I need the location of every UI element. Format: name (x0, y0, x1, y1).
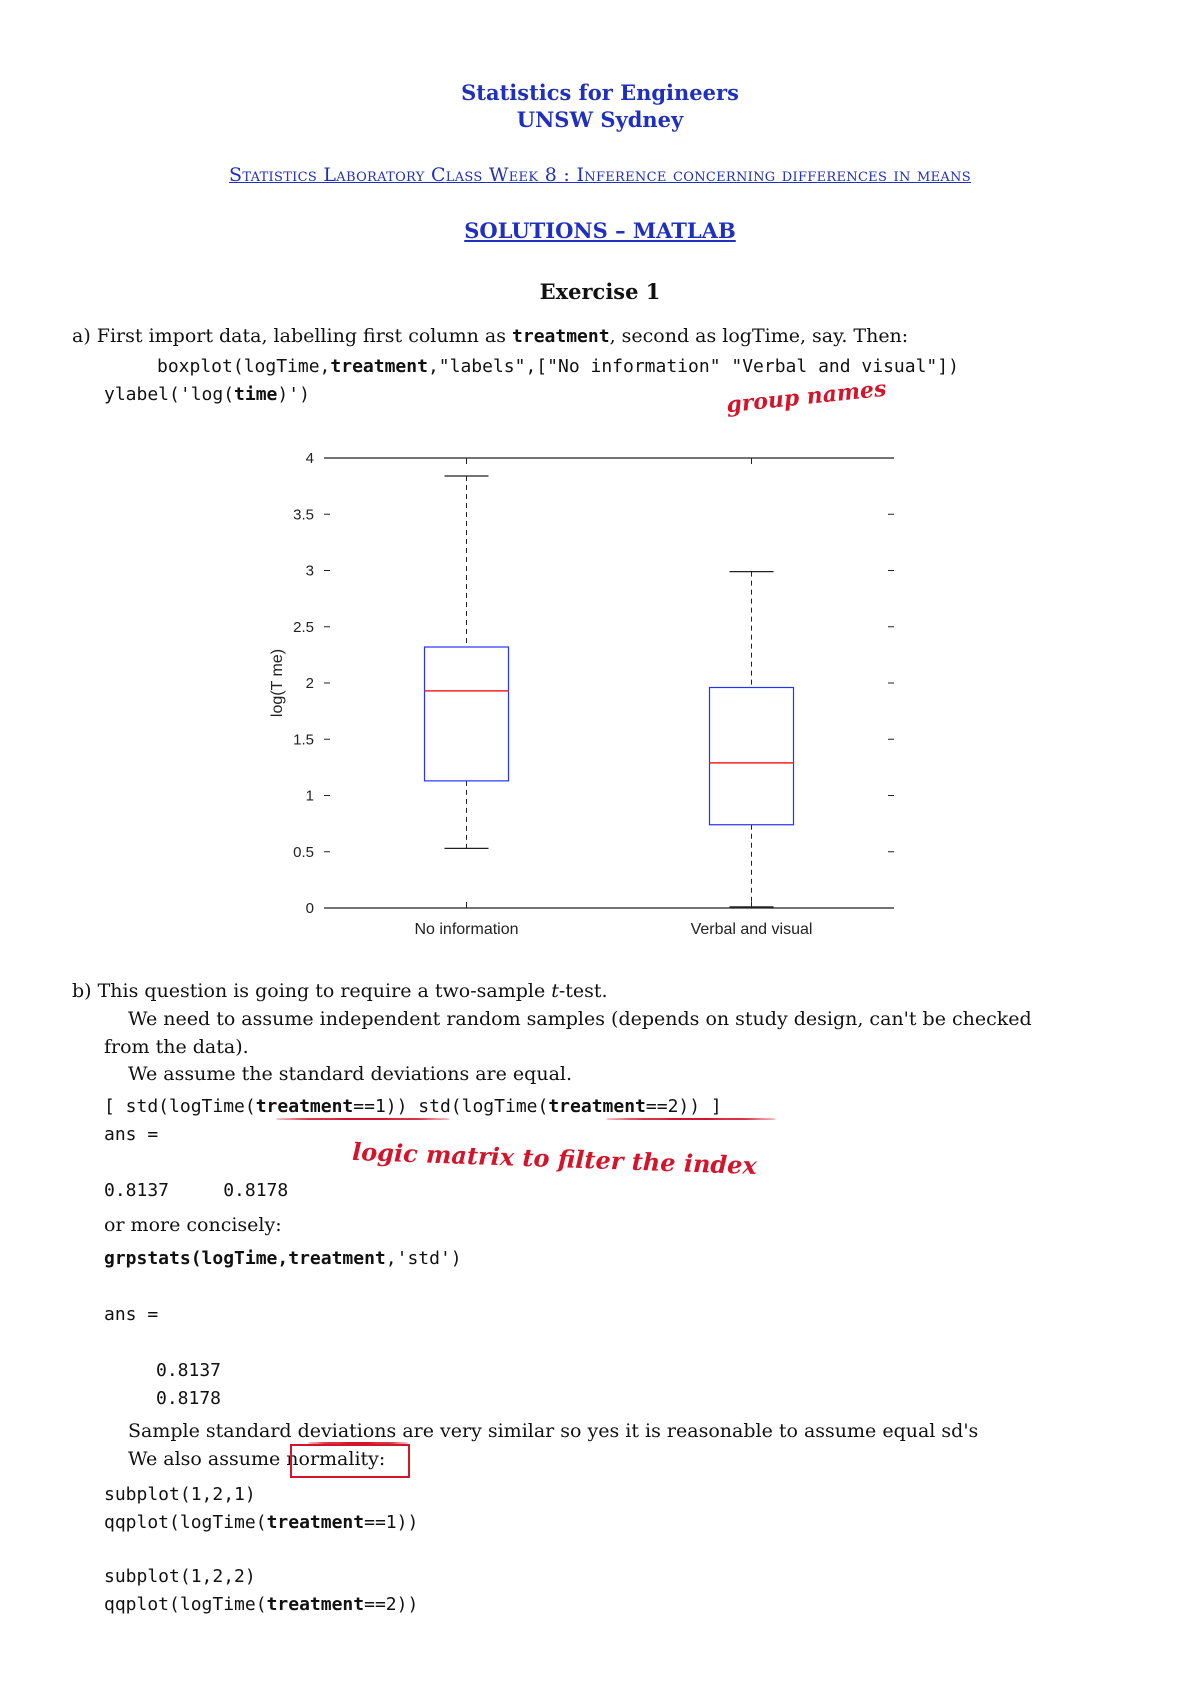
underline-annotation-1 (276, 1118, 450, 1120)
ylabel-code: ylabel('log(time)') (104, 384, 310, 405)
iqr-box (710, 688, 794, 825)
university-name: UNSW Sydney (516, 107, 684, 132)
ans-label-2: ans = (104, 1304, 159, 1325)
qqplot-code-2: qqplot(logTime(treatment==2)) (104, 1594, 419, 1615)
y-tick-label: 0.5 (293, 843, 314, 861)
ans-label-1: ans = (104, 1124, 159, 1145)
underline-annotation-2 (606, 1118, 776, 1120)
y-tick-label: 1 (305, 787, 314, 805)
normality-text: We also assume normality: (128, 1448, 386, 1470)
boxplot-chart (0, 440, 1200, 960)
normality-highlight-box (290, 1444, 410, 1478)
assumption-independence-cont: from the data). (104, 1036, 249, 1058)
part-a-intro: a) First import data, labelling first column as treatment, second as logTime, say. Then: (72, 325, 909, 347)
y-tick-label: 3 (305, 562, 314, 580)
boxplot-code: boxplot(logTime,treatment,"labels",["No information" "Verbal and visual"]) (157, 356, 959, 377)
subplot-code-2: subplot(1,2,2) (104, 1566, 256, 1587)
exercise-heading: Exercise 1 (539, 279, 661, 304)
grpstats-code: grpstats(logTime,treatment,'std') (104, 1248, 462, 1269)
y-axis-label: log(T me) (269, 648, 286, 718)
box-2 (691, 458, 813, 938)
iqr-box (425, 647, 509, 781)
x-tick-label: Verbal and visual (690, 921, 813, 938)
assumption-independence: We need to assume independent random samples (depends on study design, can't be checked (128, 1008, 1032, 1030)
std-value-2: 0.8178 (156, 1388, 222, 1409)
solutions-heading: SOLUTIONS – MATLAB (464, 218, 736, 243)
box-1 (414, 458, 518, 938)
subplot-code-1: subplot(1,2,1) (104, 1484, 256, 1505)
y-tick-label: 0 (305, 900, 314, 917)
x-tick-label: No information (414, 921, 519, 938)
qqplot-code-1: qqplot(logTime(treatment==1)) (104, 1512, 419, 1533)
y-tick-label: 1.5 (293, 731, 314, 749)
y-tick-label: 4 (305, 450, 314, 467)
std-values-row: 0.8137 0.8178 (104, 1180, 289, 1201)
std-code: [ std(logTime(treatment==1)) std(logTime(treatment==2)) ] (104, 1096, 722, 1117)
std-value-1: 0.8137 (156, 1360, 222, 1381)
sample-sd-comment: Sample standard deviations are very similar so yes it is reasonable to assume equal sd's (128, 1420, 979, 1442)
course-title: Statistics for Engineers (461, 80, 739, 105)
lab-title: Statistics Laboratory Class Week 8 : Inference concerning differences in means (229, 164, 971, 186)
concise-text: or more concisely: (104, 1214, 282, 1236)
group-names-annotation: group names (725, 375, 888, 419)
part-b-intro: b) This question is going to require a two-sample t-test. (72, 980, 608, 1002)
logic-matrix-annotation: logic matrix to filter the index (351, 1136, 758, 1181)
y-tick-label: 2 (305, 675, 314, 692)
y-tick-label: 2.5 (293, 618, 314, 636)
y-tick-label: 3.5 (293, 506, 314, 524)
assumption-equal-sd: We assume the standard deviations are equal. (128, 1063, 573, 1085)
